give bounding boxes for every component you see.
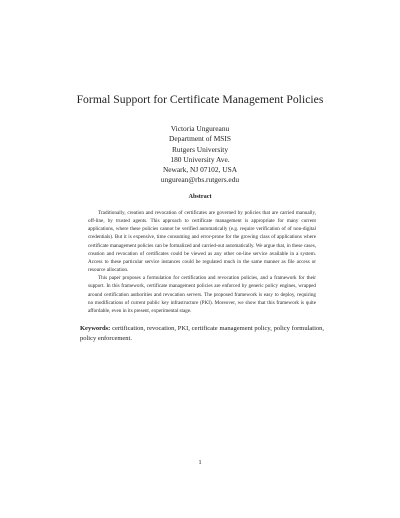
author-email: ungurean@rbs.rutgers.edu — [160, 175, 240, 185]
author-city: Newark, NJ 07102, USA — [162, 165, 238, 175]
abstract-paragraph: Traditionally, creation and revocation of certificates are governed by policies that are carried manually, off-line, by trusted agents. This approach to certificate management is appropriate for many current applications, where these policies cannot be verified automatically (e.g. require verification of of non-digital credentials). But it is expensive, time consuming and error-prone for the growing class of applications where certificate management policies can be formalized and carried-out automatically. We argue that, in these cases, creation and revocation of certificates could be viewed as any other on-line service available in a system. Access to these particular service instances could be regulated much in the same manner as file access or resource allocation. — [88, 210, 316, 274]
page-number: 1 — [198, 459, 202, 466]
paper-title: Formal Support for Certificate Management Policies — [76, 93, 324, 106]
author-name: Victoria Ungureanu — [170, 124, 230, 133]
author-university: Rutgers University — [171, 144, 229, 154]
abstract-heading: Abstract — [188, 193, 212, 200]
keywords-label: Keywords: — [80, 325, 111, 332]
author-department: Department of MSIS — [169, 134, 231, 144]
author-street: 180 University Ave. — [170, 154, 230, 164]
keywords-text: certification, revocation, PKI, certificate management policy, policy formulation, policy enforcement. — [80, 325, 325, 343]
keywords-section — [80, 324, 324, 345]
abstract-body — [88, 209, 316, 315]
abstract-paragraph: This paper proposes a formulation for certification and revocation policies, and a framework for their support. In this framework, certificate management policies are enforced by generic policy engines, wrapped around certification authorities and revocation servers. The proposed framework is easy to deploy, requiring no modifications of current public key infrastructure (PKI). Moreover, we show that this framework is quite affordable, even in its present, experimental stage. — [88, 275, 316, 314]
author-block — [0, 124, 400, 186]
